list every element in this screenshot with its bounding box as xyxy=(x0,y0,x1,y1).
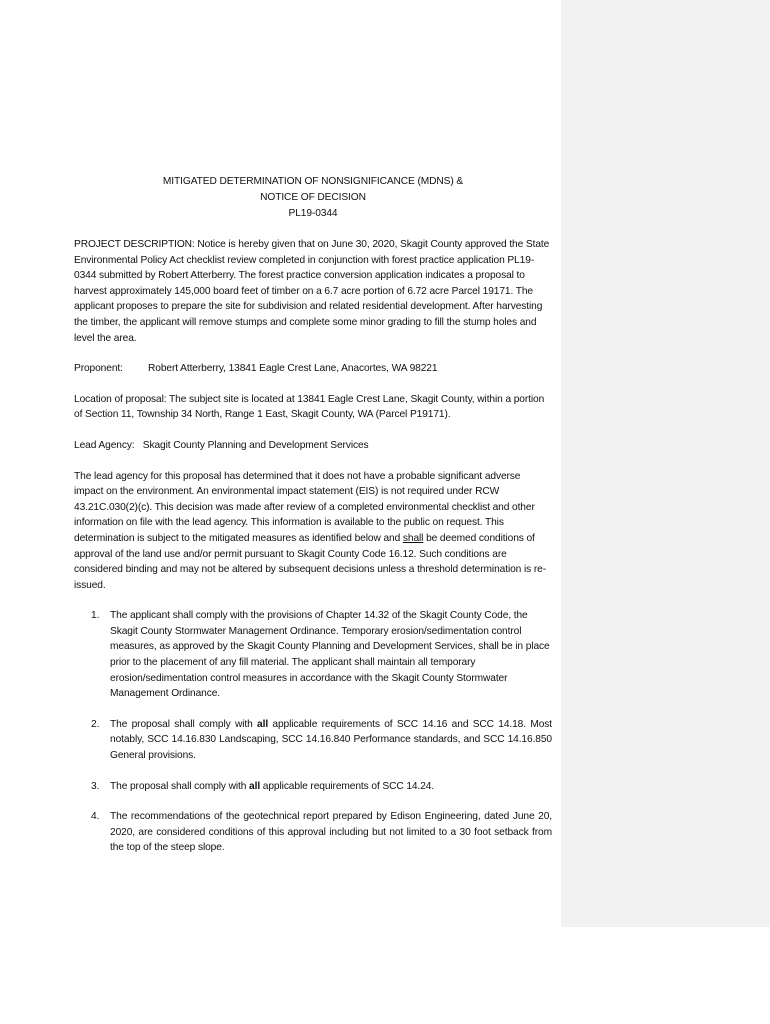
conditions-list xyxy=(74,608,552,856)
condition-bold-word: all xyxy=(257,718,269,730)
lead-agency-line xyxy=(74,438,552,454)
lead-agency-label: Lead Agency: xyxy=(74,439,135,451)
condition-number: 4. xyxy=(91,811,100,823)
document-heading xyxy=(74,174,552,222)
condition-text: The recommendations of the geotechnical report prepared by Edison Engineering, dated June 20, 2020, are considered conditions of this approval including but not limited to a 30 foot setback from the top of the steep slope. xyxy=(110,811,552,854)
condition-text-end: applicable requirements of SCC 14.16 and SCC 14.18. Most notably, SCC 14.16.830 Landscaping, SCC 14.16.840 Performance standards, and SCC 14.16.850 General provisions. xyxy=(110,718,552,762)
condition-bold-word: all xyxy=(249,780,261,792)
condition-item xyxy=(74,809,552,856)
condition-item xyxy=(74,717,552,764)
heading-title: MITIGATED DETERMINATION OF NONSIGNIFICANCE (MDNS) & xyxy=(162,176,464,187)
heading-file-number: PL19-0344 xyxy=(288,208,338,219)
condition-text-start: The proposal shall comply with xyxy=(110,718,258,730)
proponent-value: Robert Atterberry, 13841 Eagle Crest Lane, Anacortes, WA 98221 xyxy=(148,363,438,375)
condition-number: 1. xyxy=(91,610,100,622)
determination-paragraph xyxy=(74,469,552,594)
proponent-line xyxy=(74,361,552,377)
determination-underlined-word: shall xyxy=(402,532,424,544)
determination-text-end: be deemed conditions of approval of the land use and/or permit pursuant to Skagit County Code 16.12. Such conditions are considered binding and may not be altered by subsequent decisions unless a threshold determination is re-issued. xyxy=(74,532,547,591)
condition-number: 2. xyxy=(91,718,100,730)
proponent-label: Proponent: xyxy=(74,363,123,375)
project-description: PROJECT DESCRIPTION: Notice is hereby given that on June 30, 2020, Skagit County approved the State Environmental Policy Act checklist review completed in conjunction with forest practice application PL19-0344 submitted by Robert Atterberry. The forest practice conversion application indicates a proposal to harvest approximately 145,000 board feet of timber on a 6.7 acre portion of 6.72 acre Parcel 19171. The applicant proposes to prepare the site for subdivision and related residential development. After harvesting the timber, the applicant will remove stumps and complete some minor grading to fill the stump holes and level the area. xyxy=(74,239,550,344)
location-of-proposal: Location of proposal: The subject site is located at 13841 Eagle Crest Lane, Skagit County, within a portion of Section 11, Township 34 North, Range 1 East, Skagit County, WA (Parcel P19171). xyxy=(74,393,545,421)
condition-text: The applicant shall comply with the provisions of Chapter 14.32 of the Skagit County Code, the Skagit County Stormwater Management Ordinance. Temporary erosion/sedimentation control measures, as approved by the Skagit County Planning and Development Services, shall be in place prior to the placement of any fill material. The applicant shall maintain all temporary erosion/sedimentation control measures in accordance with the Skagit County Stormwater Management Ordinance. xyxy=(110,610,550,700)
condition-text-start: The proposal shall comply with xyxy=(110,780,250,792)
condition-item xyxy=(74,608,552,702)
determination-text-start: The lead agency for this proposal has determined that it does not have a probable significant adverse impact on the environment. An environmental impact statement (EIS) is not required under RCW 43.21C.030(2)(c). This decision was made after review of a completed environmental checklist and other information on file with the lead agency. This information is available to the public on request. This determination is subject to the mitigated measures as identified below and xyxy=(74,470,535,544)
condition-text-end: applicable requirements of SCC 14.24. xyxy=(260,780,435,792)
heading-subtitle: NOTICE OF DECISION xyxy=(260,192,366,203)
condition-item xyxy=(74,779,552,795)
document-body xyxy=(74,174,552,871)
condition-number: 3. xyxy=(91,780,100,792)
comment-pane xyxy=(561,0,770,927)
lead-agency-value: Skagit County Planning and Development Services xyxy=(142,439,369,451)
